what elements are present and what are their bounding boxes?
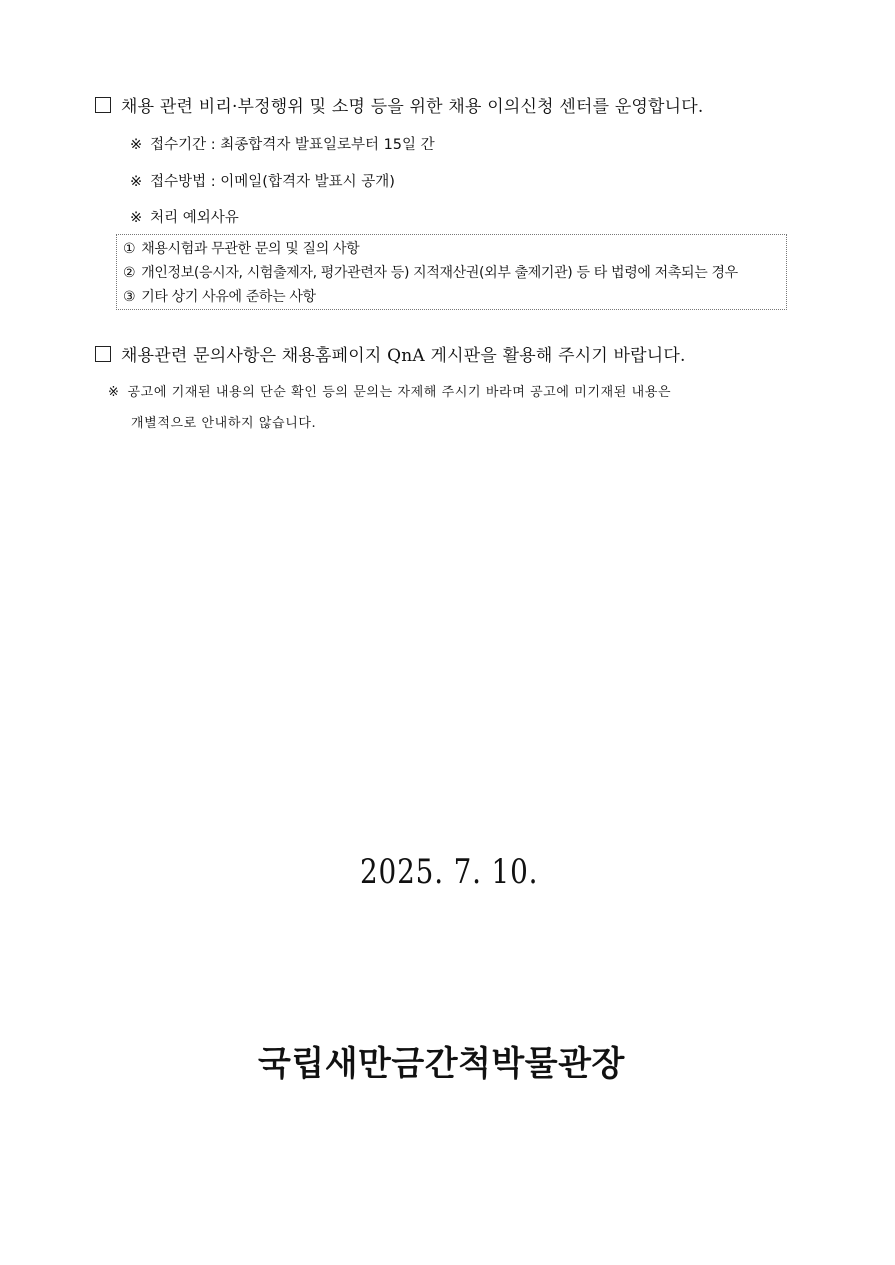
reference-mark-icon: ※ [130,174,143,190]
exception-text: 기타 상기 사유에 준하는 사항 [141,289,316,305]
organization-name: 국립새만금간척박물관장 [258,1044,625,1084]
exception-item [123,237,786,261]
empty-checkbox-icon [95,346,111,362]
reception-method-text: 접수방법 : 이메일(합격자 발표시 공개) [150,174,395,190]
reference-mark-icon: ※ [130,210,143,226]
section2-note-line1 [108,381,671,400]
section1-heading: 채용 관련 비리·부정행위 및 소명 등을 위한 채용 이의신청 센터를 운영합니다. [121,97,704,117]
reception-period-text: 접수기간 : 최종합격자 발표일로부터 15일 간 [150,137,435,153]
announcement-date: 2025. 7. 10. [360,852,539,892]
section1-heading-row [95,92,704,117]
empty-checkbox-icon [95,97,111,113]
exception-number: ③ [123,289,136,305]
exception-text: 개인정보(응시자, 시험출제자, 평가관련자 등) 지적재산권(외부 출제기관) 등 타 법령에 저촉되는 경우 [141,265,738,281]
note-text-line1: 공고에 기재된 내용의 단순 확인 등의 문의는 자제해 주시기 바라며 공고에 미기재된 내용은 [127,385,672,400]
reference-mark-icon: ※ [130,137,143,153]
section2-note-line2 [131,412,316,431]
exception-item [123,261,786,285]
exception-number: ① [123,241,136,257]
exception-number: ② [123,265,136,281]
exception-reasons-text: 처리 예외사유 [150,210,239,226]
exception-item [123,285,786,309]
exception-reasons-item [130,206,239,227]
section2-heading: 채용관련 문의사항은 채용홈페이지 QnA 게시판을 활용해 주시기 바랍니다. [121,346,686,366]
exception-list-box [116,234,787,310]
section2-heading-row [95,341,686,366]
exception-text: 채용시험과 무관한 문의 및 질의 사항 [141,241,360,257]
note-text-line2: 개별적으로 안내하지 않습니다. [131,416,317,431]
reception-period-item [130,133,435,154]
reference-mark-icon: ※ [108,385,120,400]
reception-method-item [130,170,395,191]
